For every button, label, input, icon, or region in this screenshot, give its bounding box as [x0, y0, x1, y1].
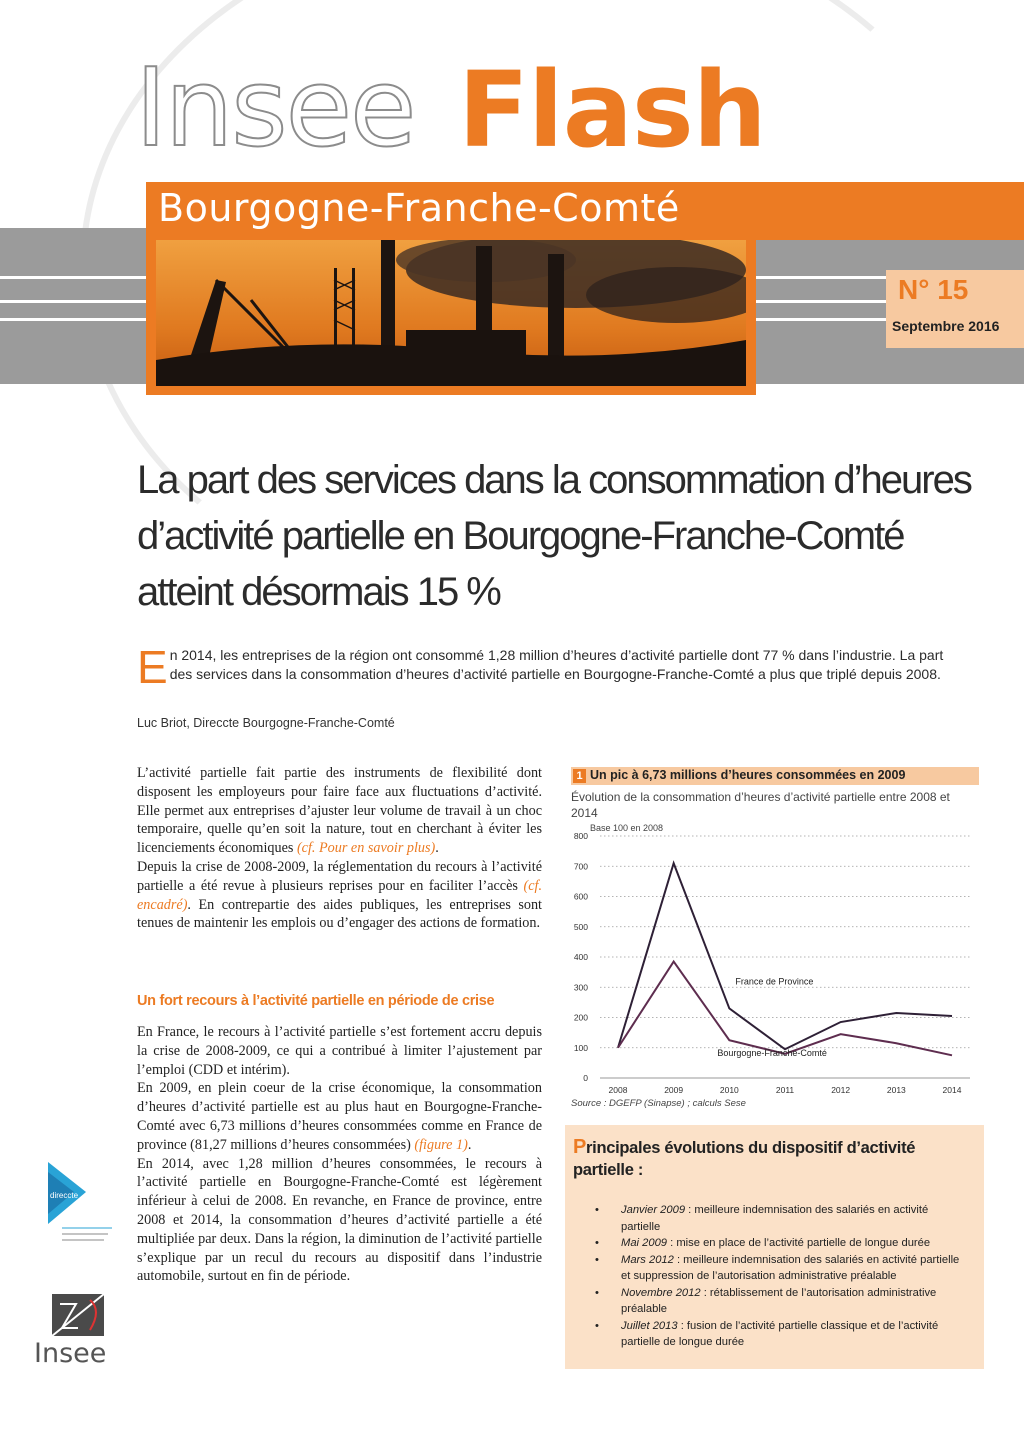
y-tick-label: 500: [573, 921, 588, 932]
issue-date: Septembre 2016: [892, 318, 1000, 334]
article-lead: [137, 641, 947, 693]
y-tick-label: 0: [583, 1073, 588, 1083]
article-title: La part des services dans la consommation d’heures d’activité partielle en Bourgogne-Franche-Comté atteint désormais 15 %: [137, 458, 971, 614]
paragraph: Depuis la crise de 2008-2009, la réglementation du recours à l’activité partielle a été revue à plusieurs reprises pour en faciliter l’accès (cf. encadré). En contrepartie des aides publiques, les entreprises sont tenues de maintenir les emplois ou d’engager des actions de formation.: [137, 858, 542, 932]
figure-source: Source : DGEFP (Sinapse) ; calculs Sese: [571, 1098, 746, 1109]
x-tick-label: 2010: [719, 1085, 739, 1095]
box-list-item: • Mars 2012 : meilleure indemnisation des salariés en activité partielle et suppression de l’autorisation administrative préalable: [595, 1252, 967, 1285]
direccte-logo: [48, 1162, 118, 1254]
box-list: [595, 1202, 967, 1351]
insee-wordmark: Insee: [34, 1338, 107, 1369]
box-list-item: • Mai 2009 : mise en place de l’activité partielle de longue durée: [595, 1235, 967, 1252]
series-label: Bourgogne-Franche-Comté: [717, 1048, 827, 1059]
y-tick-label: 400: [573, 952, 588, 962]
brand-flash: Flash: [458, 49, 766, 171]
paragraph: L’activité partielle fait partie des instruments de flexibilité dont disposent les employeurs pour faire face aux fluctuations d’activité. Elle permet aux entreprises d’ajuster leur volume de travail à un choc temporaire, quelle qu’en soit la nature, tout en cherchant à éviter les licenciements économiques (cf. Pour en savoir plus).: [137, 765, 542, 857]
box-list-item: • Novembre 2012 : rétablissement de l’autorisation administrative préalable: [595, 1285, 967, 1318]
figure-title: Un pic à 6,73 millions d’heures consommées en 2009: [590, 768, 906, 782]
brand-insee: Insee: [135, 46, 415, 171]
paragraph: En France, le recours à l’activité partielle s’est fortement accru depuis la crise de 2008-2009, ce qui a contribué à limiter l’ajustement par l’emploi (CDD et intérim).: [137, 1024, 542, 1078]
paragraph: En 2009, en plein coeur de la crise économique, la consommation d’heures d’activité partielle est au plus haut en Bourgogne-Franche-Comté avec 6,73 millions d’heures consommées comme en France de province (81,27 millions d’heures consommées) (figure 1).: [137, 1080, 542, 1153]
svg-text:direccte: direccte: [50, 1191, 79, 1200]
box-list-item: • Janvier 2009 : meilleure indemnisation des salariés en activité partielle: [595, 1202, 967, 1235]
y-tick-label: 600: [573, 891, 588, 902]
x-tick-label: 2011: [775, 1085, 795, 1095]
x-tick-label: 2008: [608, 1085, 628, 1095]
industrial-sunset-photo: [156, 240, 746, 386]
section-text: [137, 1023, 542, 1286]
box-title: Principales évolutions du dispositif d’activité partielle :: [573, 1136, 916, 1179]
lead-dropcap: E: [137, 641, 168, 693]
issue-number: N° 15: [898, 274, 969, 305]
region-name: Bourgogne-Franche-Comté: [158, 186, 680, 230]
y-tick-label: 200: [573, 1012, 588, 1023]
section-title: Un fort recours à l’activité partielle en période de crise: [137, 993, 495, 1009]
y-tick-label: 300: [573, 982, 588, 993]
x-tick-label: 2014: [942, 1085, 962, 1095]
x-tick-label: 2009: [664, 1085, 684, 1095]
line-chart: [560, 826, 980, 1096]
figure-subtitle: Évolution de la consommation d’heures d’activité partielle entre 2008 et 2014: [571, 790, 950, 820]
x-tick-label: 2013: [886, 1085, 906, 1095]
figure-number: 1: [573, 769, 586, 783]
figure-link[interactable]: (figure 1): [414, 1136, 468, 1153]
box-list-item: • Juillet 2013 : fusion de l’activité partielle classique et de l’activité partielle de longue durée: [595, 1318, 967, 1351]
article-author: Luc Briot, Direccte Bourgogne-Franche-Comté: [137, 716, 395, 730]
series-label: France de Province: [735, 976, 814, 987]
x-tick-label: 2012: [831, 1085, 851, 1095]
series-line: [618, 863, 952, 1049]
lead-text: n 2014, les entreprises de la région ont consommé 1,28 million d’heures d’activité partielle dont 77 % dans l’industrie. La part des services dans la consommation d’heures d’activité partielle en Bourgogne-Franche-Comté a plus que triplé depuis 2008.: [169, 647, 944, 682]
paragraph: En 2014, avec 1,28 million d’heures consommées, le recours à l’activité partielle en Bourgogne-Franche-Comté est légèrement inférieur à celui de 2008. En revanche, en France de province, entre 2008 et 2014, la consommation d’heures d’activité partielle a été multipliée par deux. Dans la région, la diminution de l’activité partielle s’explique par un recul du recours au dispositif dans l’industrie automobile, surtout en fin de période.: [137, 1155, 542, 1285]
intro-text: [137, 764, 542, 933]
reference-link[interactable]: (cf. Pour en savoir plus): [296, 840, 436, 857]
figure-base-note: Base 100 en 2008: [590, 823, 664, 833]
y-tick-label: 700: [573, 861, 588, 872]
reference-link[interactable]: (cf. encadré): [137, 877, 542, 913]
y-tick-label: 800: [573, 831, 588, 841]
y-tick-label: 100: [573, 1042, 588, 1053]
